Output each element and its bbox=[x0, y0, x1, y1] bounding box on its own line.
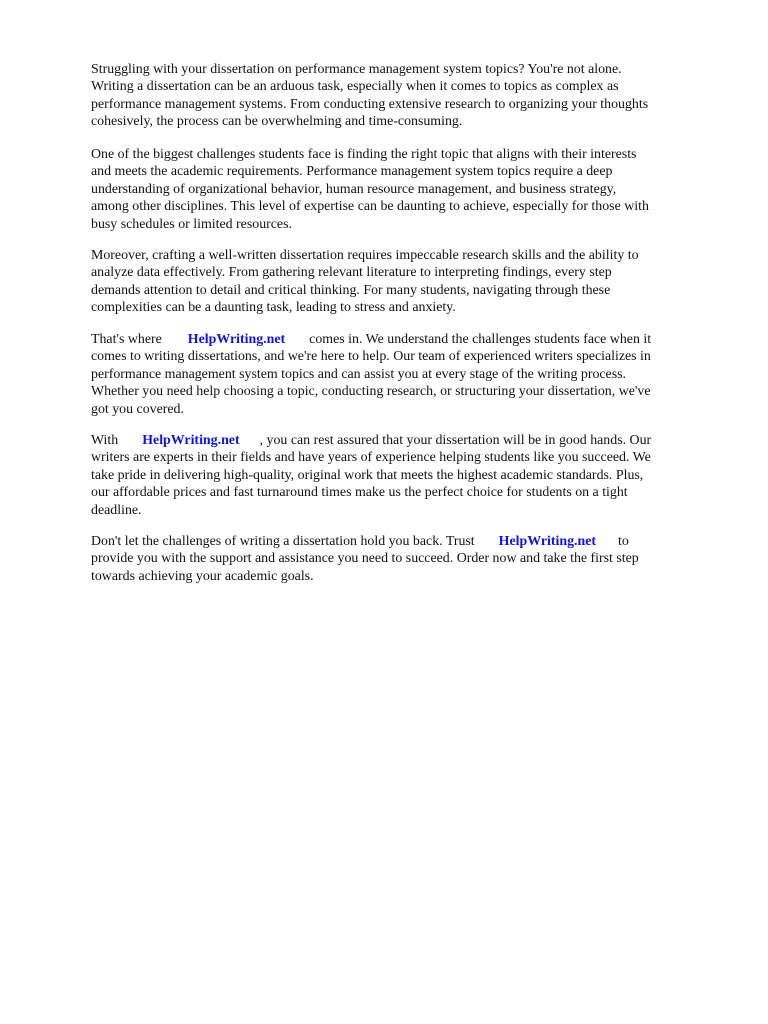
helpwriting-link[interactable]: HelpWriting.net bbox=[187, 332, 286, 347]
text-line: got you covered. bbox=[91, 401, 184, 417]
text-line: complexities can be a daunting task, leading to stress and anxiety. bbox=[91, 300, 456, 316]
text-line: Writing a dissertation can be an arduous task, especially when it comes to topics as complex as bbox=[91, 79, 619, 95]
paragraph-challenges bbox=[91, 146, 731, 233]
text-line: provide you with the support and assistance you need to succeed. Order now and take the first step bbox=[91, 551, 639, 567]
text-segment: Don't let the challenges of writing a dissertation hold you back. Trust bbox=[91, 534, 475, 549]
text-line bbox=[91, 331, 731, 348]
paragraph-research bbox=[91, 247, 731, 317]
text-line: understanding of organizational behavior, human resource management, and business strategy, bbox=[91, 181, 617, 197]
paragraph-call-to-action bbox=[91, 533, 731, 585]
text-segment: With bbox=[91, 433, 119, 448]
text-line: deadline. bbox=[91, 502, 142, 518]
text-line: One of the biggest challenges students face is finding the right topic that aligns with their interests bbox=[91, 147, 637, 162]
text-segment: , you can rest assured that your dissertation will be in good hands. Our bbox=[259, 433, 652, 448]
text-line bbox=[91, 533, 731, 550]
text-line: analyze data effectively. From gathering relevant literature to interpreting findings, every step bbox=[91, 265, 612, 281]
text-line: demands attention to detail and critical thinking. For many students, navigating through these bbox=[91, 282, 611, 298]
text-line: performance management system topics and can assist you at every stage of the writing process. bbox=[91, 366, 627, 382]
text-line: our affordable prices and fast turnaround times make us the perfect choice for students on a tight bbox=[91, 485, 628, 501]
text-segment: comes in. We understand the challenges students face when it bbox=[309, 332, 652, 347]
helpwriting-link[interactable]: HelpWriting.net bbox=[142, 433, 240, 448]
helpwriting-link[interactable]: HelpWriting.net bbox=[498, 534, 597, 549]
text-line: Struggling with your dissertation on performance management system topics? You're not alone. bbox=[91, 62, 622, 77]
text-line: among other disciplines. This level of expertise can be daunting to achieve, especially for those with bbox=[91, 199, 649, 215]
text-line: Whether you need help choosing a topic, conducting research, or structuring your dissertation, we've bbox=[91, 384, 651, 400]
text-segment: to bbox=[618, 534, 629, 549]
text-line: cohesively, the process can be overwhelming and time-consuming. bbox=[91, 114, 463, 130]
text-segment: That's where bbox=[91, 332, 162, 347]
paragraph-service bbox=[91, 331, 731, 418]
paragraph-writers bbox=[91, 432, 731, 519]
text-line: performance management systems. From conducting extensive research to organizing your thoughts bbox=[91, 96, 649, 112]
text-line: towards achieving your academic goals. bbox=[91, 568, 314, 584]
text-line bbox=[91, 432, 731, 449]
text-line: busy schedules or limited resources. bbox=[91, 216, 292, 232]
text-line: writers are experts in their fields and have years of experience helping students like you succeed. We bbox=[91, 450, 651, 466]
text-line: comes to writing dissertations, and we're here to help. Our team of experienced writers specializes in bbox=[91, 349, 651, 365]
paragraph-intro bbox=[91, 61, 731, 131]
text-line: and meets the academic requirements. Performance management system topics require a deep bbox=[91, 164, 613, 180]
text-line: take pride in delivering high-quality, original work that meets the highest academic standards. Plus, bbox=[91, 467, 644, 483]
text-line: Moreover, crafting a well-written dissertation requires impeccable research skills and the ability to bbox=[91, 248, 639, 263]
